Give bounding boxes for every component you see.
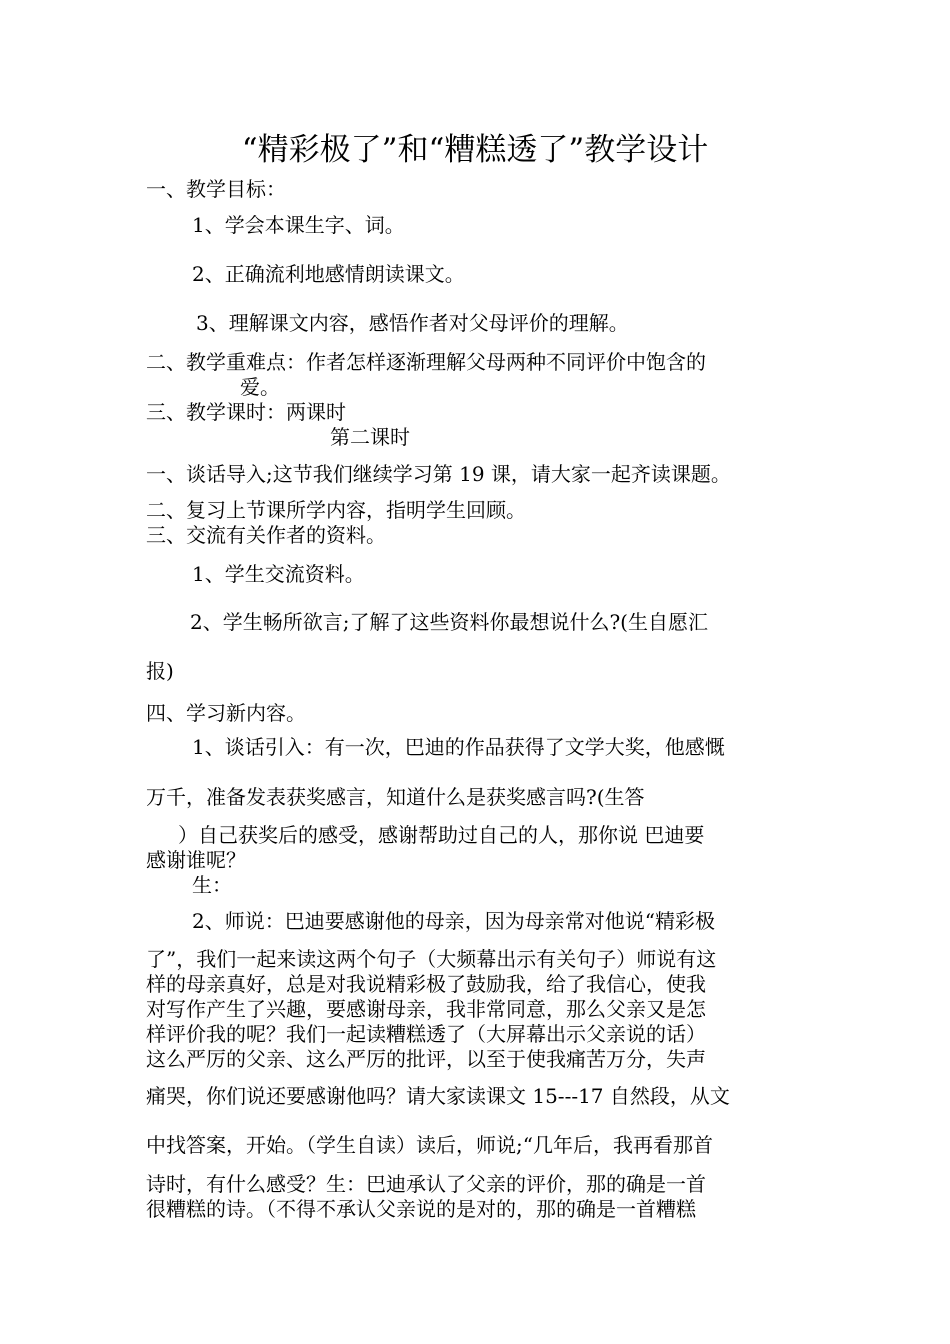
paragraph-line: ）自己获奖后的感受，感谢帮助过自己的人，那你说 巴迪要 [178,823,705,847]
paragraph-line: 这么严厉的父亲、这么严厉的批评，以至于使我痛苦万分，失声 [146,1047,706,1071]
key-points-continuation: 爱。 [240,375,280,399]
paragraph-line: 痛哭，你们说还要感谢他吗？请大家读课文 15---17 自然段，从文 [146,1084,730,1108]
step-3-item-1: 1、学生交流资料。 [192,562,365,586]
step-4-new-content: 四、学习新内容。 [146,701,306,725]
paragraph-line: 万千，准备发表获奖感言，知道什么是获奖感言吗?(生答 [146,785,645,809]
paragraph-line: 1、谈话引入：有一次，巴迪的作品获得了文学大奖，他感慨 [192,735,725,759]
paragraph-line: 诗时，有什么感受？生：巴迪承认了父亲的评价，那的确是一首 [146,1172,706,1196]
paragraph-line: 样的母亲真好，总是对我说精彩极了鼓励我，给了我信心，使我 [146,972,706,996]
section-heading-objectives: 一、教学目标： [146,177,286,201]
paragraph-line: 生： [192,873,232,897]
step-3-item-2: 2、学生畅所欲言;了解了这些资料你最想说什么?(生自愿汇 [190,610,708,634]
paragraph-line: 感谢谁呢？ [146,848,246,872]
paragraph-line: 很糟糕的诗。（不得不承认父亲说的是对的，那的确是一首糟糕 [146,1197,696,1221]
step-3-author-info: 三、交流有关作者的资料。 [146,523,386,547]
objective-item-1: 1、学会本课生字、词。 [192,213,405,237]
objective-item-2: 2、正确流利地感情朗读课文。 [192,262,465,286]
paragraph-line: 样评价我的呢？我们一起读糟糕透了（大屏幕出示父亲说的话） [146,1022,706,1046]
section-heading-key-points: 二、教学重难点：作者怎样逐渐理解父母两种不同评价中饱含的 [146,350,706,374]
paragraph-line: 了”，我们一起来读这两个句子（大频幕出示有关句子）师说有这 [146,947,717,971]
paragraph-line: 中找答案，开始。（学生自读）读后，师说;“几年后，我再看那首 [146,1133,713,1157]
section-heading-periods: 三、教学课时：两课时 [146,400,346,424]
paragraph-line: 2、师说：巴迪要感谢他的母亲，因为母亲常对他说“精彩极 [192,909,715,933]
step-3-item-2-cont: 报) [146,659,174,683]
document-title: “精彩极了”和“糟糕透了”教学设计 [241,132,709,168]
period-subheading: 第二课时 [330,425,410,449]
step-1-intro: 一、谈话导入;这节我们继续学习第 19 课，请大家一起齐读课题。 [146,462,731,486]
paragraph-line: 对写作产生了兴趣，要感谢母亲，我非常同意，那么父亲又是怎 [146,997,706,1021]
step-2-review: 二、复习上节课所学内容，指明学生回顾。 [146,498,526,522]
objective-item-3: 3、理解课文内容，感悟作者对父母评价的理解。 [196,311,629,335]
